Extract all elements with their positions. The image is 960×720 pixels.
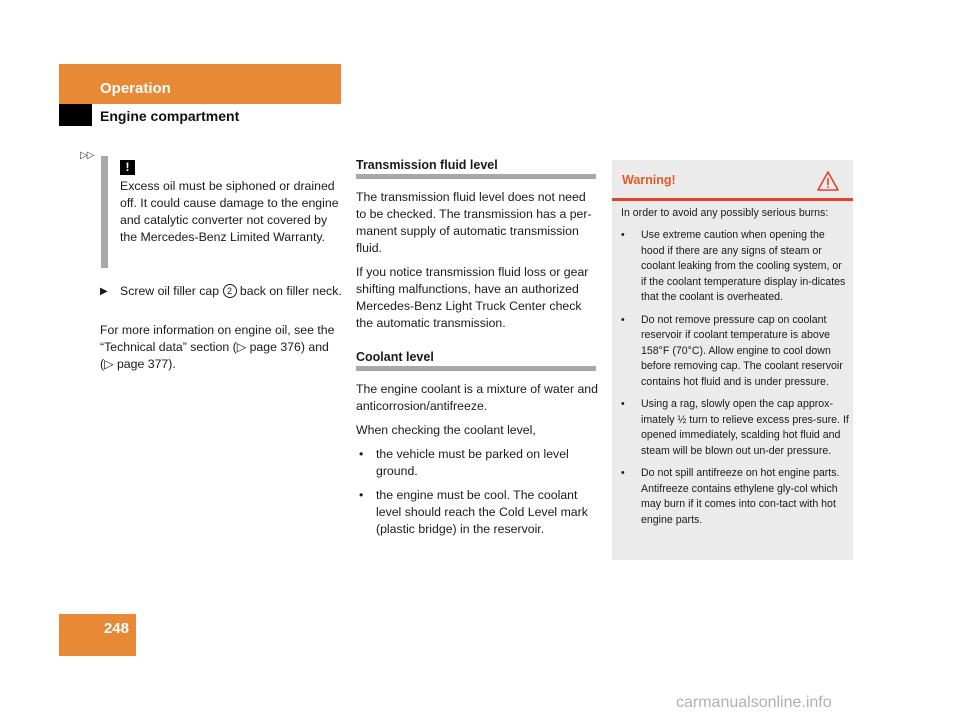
list-item-text: the engine must be cool. The coolant level should reach the Cold Level mark (plastic bridge) in the reservoir.: [376, 488, 588, 536]
step-text-after: back on filler neck.: [236, 284, 342, 298]
bullet-icon: •: [621, 229, 625, 241]
bullet-icon: •: [359, 447, 364, 461]
warning-rule: [612, 198, 853, 201]
list-item: [356, 487, 598, 538]
list-item: [621, 313, 849, 391]
list-item-text: Do not remove pressure cap on coolant reservoir if coolant temperature is above 158°F (70°C). Allow engine to cool down before removing cap. The coolant reservoir contains hot fluid and is under pressure.: [641, 313, 843, 388]
section-rule: [356, 366, 596, 371]
coolant-paragraph-2: When checking the coolant level,: [356, 423, 536, 437]
subsection-title: Engine compartment: [100, 108, 240, 124]
warning-intro: In order to avoid any possibly serious burns:: [621, 207, 829, 219]
warning-list: [621, 228, 849, 535]
more-info-text: For more information on engine oil, see the “Technical data” section (▷ page 376) and (▷ page 377).: [100, 323, 335, 371]
coolant-heading: Coolant level: [356, 350, 434, 364]
transmission-paragraph-2: If you notice transmission fluid loss or gear shifting malfunctions, have an authorized Mercedes-Benz Light Truck Center check the automatic transmission.: [356, 265, 589, 330]
list-item-text: Do not spill antifreeze on hot engine parts. Antifreeze contains ethylene gly-col which may burn if it comes into con-tact with hot engine parts.: [641, 467, 840, 526]
list-item-text: Use extreme caution when opening the hood if there are any signs of steam or coolant leaking from the cooling system, or if the coolant temperature display in-dicates that the coolant is overheated.: [641, 229, 846, 303]
bullet-icon: •: [621, 467, 625, 479]
instruction-step: [100, 283, 345, 300]
header-marker: [59, 104, 92, 126]
list-item-text: the vehicle must be parked on level ground.: [376, 447, 569, 478]
transmission-heading: Transmission fluid level: [356, 158, 498, 172]
section-rule: [356, 174, 596, 179]
warning-triangle-icon: [816, 170, 840, 192]
warning-title: Warning!: [622, 173, 676, 187]
notice-bar: [101, 156, 108, 268]
coolant-paragraph-1: The engine coolant is a mixture of water and anticorrosion/antifreeze.: [356, 382, 598, 413]
coolant-bullet-list: [356, 446, 598, 538]
step-arrow-icon: ▶: [100, 286, 108, 297]
bullet-icon: •: [621, 398, 625, 410]
list-item: [621, 397, 849, 459]
step-text: [100, 283, 345, 300]
list-item: [621, 466, 849, 528]
notice-text: Excess oil must be siphoned or drained off. It could cause damage to the engine and catalytic converter not covered by the Mercedes-Benz Limited Warranty.: [120, 179, 339, 244]
bullet-icon: •: [359, 488, 364, 502]
ref-number-badge: 2: [223, 284, 237, 298]
continuation-marker: ▷▷: [80, 150, 94, 161]
watermark: carmanualsonline.info: [676, 694, 832, 711]
page-number: 248: [103, 620, 129, 637]
step-text-before: Screw oil filler cap: [120, 284, 223, 298]
list-item: [356, 446, 598, 480]
exclamation-icon: !: [120, 160, 135, 175]
bullet-icon: •: [621, 313, 625, 326]
transmission-paragraph-1: The transmission fluid level does not need to be checked. The transmission has a per-manent supply of automatic transmission fluid.: [356, 190, 592, 255]
list-item: [621, 228, 849, 306]
list-item-text: Using a rag, slowly open the cap approx-imately ½ turn to relieve excess pres-sure. If opened immediately, scalding hot fluid and steam will be blown out un-der pressure.: [641, 398, 849, 457]
section-title: Operation: [100, 80, 171, 97]
